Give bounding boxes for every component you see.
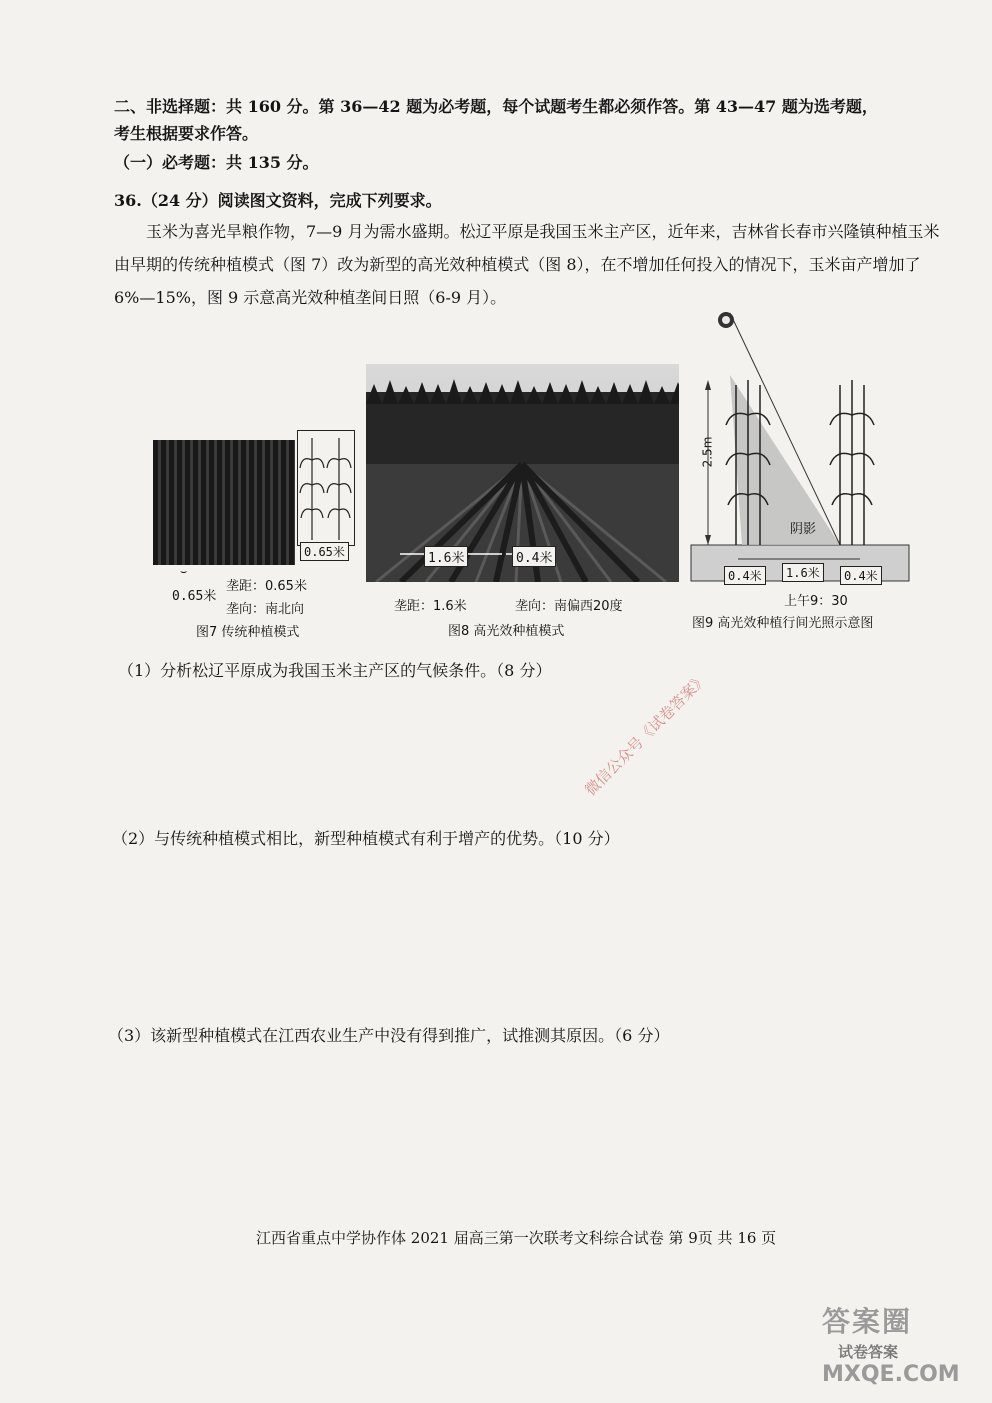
fig8-left-label: 1.6米: [424, 546, 468, 567]
question-1: （1）分析松辽平原成为我国玉米主产区的气候条件。（8 分）: [118, 661, 552, 680]
fig7-photo: [153, 440, 295, 565]
fig9-shadow-label: 阴影: [790, 522, 817, 537]
fig8-row-spacing: 垄距：1.6米: [394, 599, 467, 614]
corner-logo-text: 答案圈: [822, 1305, 913, 1338]
fig7-row-direction: 垄向：南北向: [226, 602, 305, 617]
fig7-caption: 图7 传统种植模式: [196, 625, 300, 640]
fig8-caption: 图8 高光效种植模式: [448, 624, 565, 639]
watermark: 微信公众号《试卷答案》: [581, 669, 711, 800]
question-2: （2）与传统种植模式相比，新型种植模式有利于增产的优势。（10 分）: [112, 829, 620, 848]
page-footer: 江西省重点中学协作体 2021 届高三第一次联考文科综合试卷 第 9页 共 16 页: [256, 1229, 777, 1247]
corner-logo-sub: 试卷答案: [838, 1343, 899, 1361]
fig9-caption: 图9 高光效种植行间光照示意图: [692, 616, 874, 631]
fig7-spacing-label: 0.65米: [300, 542, 349, 561]
question-3: （3）该新型种植模式在江西农业生产中没有得到推广，试推测其原因。（6 分）: [108, 1026, 670, 1045]
fig9-time: 上午9：30: [784, 594, 848, 609]
question-header: 36.（24 分）阅读图文资料，完成下列要求。: [114, 191, 442, 210]
fig9-gap-left: 0.4米: [724, 566, 766, 585]
fig7-bottom-label: 0.65米: [172, 589, 217, 604]
fig9-height-label: 2.5m: [700, 436, 715, 468]
fig7-brace: ⌣: [180, 565, 188, 578]
section-heading: 二、非选择题：共 160 分。第 36—42 题为必考题，每个试题考生都必须作答。第 43—47 题为选考题，: [114, 97, 878, 116]
passage: 玉米为喜光旱粮作物，7—9 月为需水盛期。松辽平原是我国玉米主产区，近年来，吉林省长春市兴隆镇种植玉米由早期的传统种植模式（图 7）改为新型的高光效种植模式（图 8），在不增加任何投入的情况下，玉米亩产增加了 6%—15%，图 9 示意高光效种植垄间日照（6-9 月）。: [114, 222, 940, 307]
fig9-diagram: [690, 305, 912, 585]
subsection-heading: （一）必考题：共 135 分。: [114, 153, 319, 172]
fig9-gap-right: 0.4米: [840, 566, 882, 585]
shade-triangle: [730, 375, 840, 545]
corner-logo-url: MXQE.COM: [822, 1362, 960, 1387]
fig7-row-spacing: 垄距：0.65米: [226, 579, 307, 594]
fig8-row-direction: 垄向：南偏西20度: [515, 599, 623, 614]
sun-icon: [718, 312, 734, 328]
fig9-gap-middle: 1.6米: [782, 563, 824, 582]
fig8-right-label: 0.4米: [512, 546, 556, 567]
section-heading-cont: 考生根据要求作答。: [114, 124, 259, 143]
